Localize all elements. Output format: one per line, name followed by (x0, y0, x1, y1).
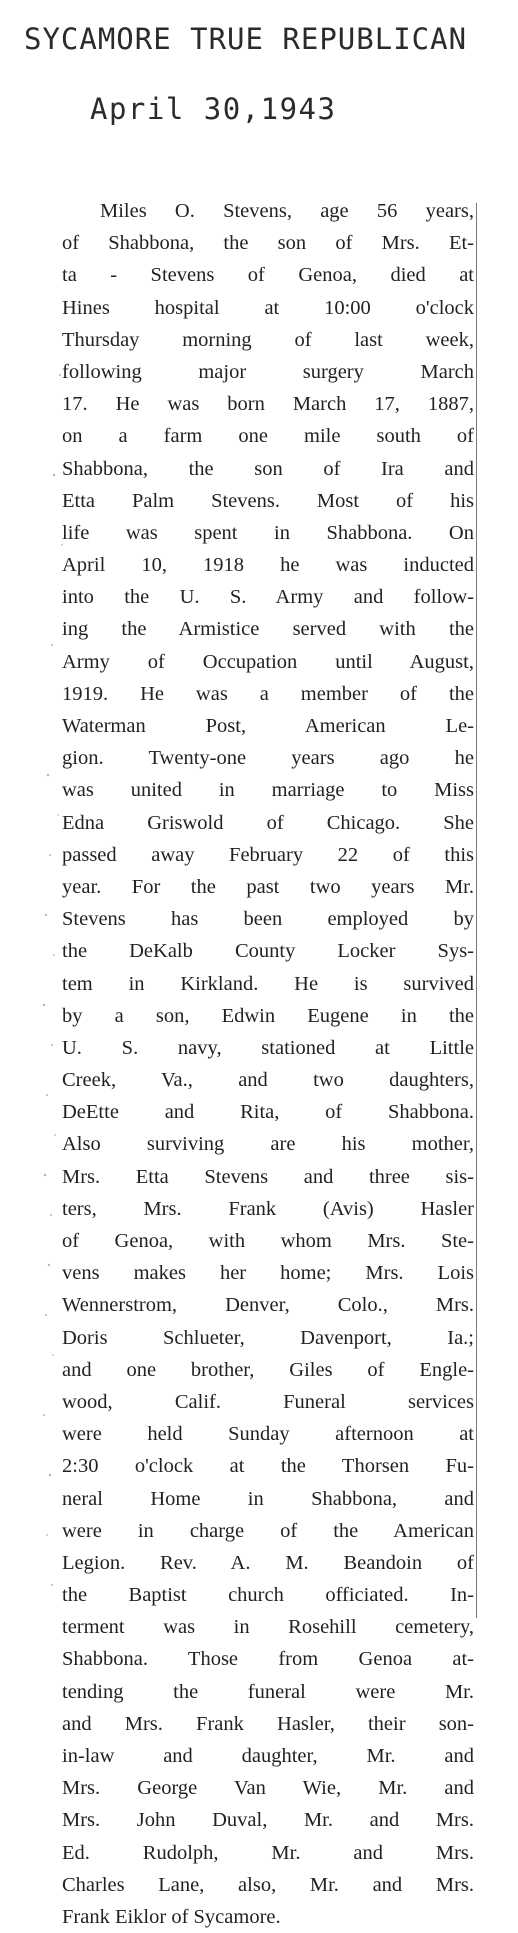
article-line: ta - Stevens of Genoa, died at (62, 264, 474, 287)
article-line: Hines hospital at 10:00 o'clock (62, 296, 474, 319)
article-line: wood, Calif. Funeral services (62, 1390, 474, 1413)
article-line: Thursday morning of last week, (62, 328, 474, 351)
article-line: 1919. He was a member of the (62, 682, 474, 705)
article-line: Doris Schlueter, Davenport, Ia.; (62, 1326, 474, 1349)
article-line: Waterman Post, American Le- (62, 715, 474, 737)
article-line: vens makes her home; Mrs. Lois (62, 1262, 474, 1285)
article-line: tending the funeral were Mr. (62, 1680, 474, 1703)
article-line: April 10, 1918 he was inducted (62, 554, 474, 577)
article-line: of Genoa, with whom Mrs. Ste- (62, 1230, 474, 1252)
article-line: gion. Twenty-one years ago he (62, 747, 474, 770)
article-line: passed away February 22 of this (62, 843, 474, 866)
article-line: into the U. S. Army and follow- (62, 586, 474, 609)
article-line: Legion. Rev. A. M. Beandoin of (62, 1551, 474, 1574)
article-line: Mrs. John Duval, Mr. and Mrs. (62, 1809, 474, 1832)
article-line: DeEtte and Rita, of Shabbona. (62, 1101, 474, 1124)
article-line: ters, Mrs. Frank (Avis) Hasler (62, 1197, 474, 1220)
article-line: and one brother, Giles of Engle- (62, 1358, 474, 1381)
article-line: Charles Lane, also, Mr. and Mrs. (62, 1873, 474, 1896)
article-line: on a farm one mile south of (62, 425, 474, 448)
article-line: year. For the past two years Mr. (62, 875, 474, 898)
article-line: Shabbona, the son of Ira and (62, 457, 474, 480)
article-line: Army of Occupation until August, (62, 650, 474, 673)
article-line: 17. He was born March 17, 1887, (62, 393, 474, 416)
article-line: U. S. navy, stationed at Little (62, 1036, 474, 1059)
article-line: were held Sunday afternoon at (62, 1423, 474, 1446)
clipping-right-edge (476, 203, 477, 1618)
newspaper-clipping (40, 195, 474, 1928)
article-line: ing the Armistice served with the (62, 618, 474, 641)
article-line: Edna Griswold of Chicago. She (62, 811, 474, 834)
article-line: were in charge of the American (62, 1519, 474, 1542)
obituary-article (62, 195, 474, 1933)
article-line: neral Home in Shabbona, and (62, 1487, 474, 1510)
article-line: 2:30 o'clock at the Thorsen Fu- (62, 1455, 474, 1478)
article-line: Shabbona. Those from Genoa at- (62, 1648, 474, 1671)
article-line: Mrs. George Van Wie, Mr. and (62, 1777, 474, 1800)
article-line: in-law and daughter, Mr. and (62, 1745, 474, 1767)
article-line: Miles O. Stevens, age 56 years, (100, 200, 474, 222)
article-line: was united in marriage to Miss (62, 779, 474, 802)
article-line: of Shabbona, the son of Mrs. Et- (62, 232, 474, 255)
article-line: following major surgery March (62, 360, 474, 383)
article-line: Ed. Rudolph, Mr. and Mrs. (62, 1841, 474, 1864)
newspaper-name: SYCAMORE TRUE REPUBLICAN (24, 22, 468, 56)
article-line: and Mrs. Frank Hasler, their son- (62, 1712, 474, 1735)
publication-date: April 30,1943 (90, 92, 337, 126)
article-line: Mrs. Etta Stevens and three sis- (62, 1165, 474, 1188)
article-line: the DeKalb County Locker Sys- (62, 940, 474, 963)
article-line: Etta Palm Stevens. Most of his (62, 489, 474, 512)
article-line: Stevens has been employed by (62, 908, 474, 931)
article-line: Also surviving are his mother, (62, 1133, 474, 1156)
article-line: life was spent in Shabbona. On (62, 521, 474, 544)
article-line: tem in Kirkland. He is survived (62, 972, 474, 995)
article-line: Wennerstrom, Denver, Colo., Mrs. (62, 1294, 474, 1317)
article-line: Frank Eiklor of Sycamore. (62, 1905, 281, 1928)
article-line: the Baptist church officiated. In- (62, 1584, 474, 1607)
article-line: by a son, Edwin Eugene in the (62, 1004, 474, 1027)
article-line: Creek, Va., and two daughters, (62, 1069, 474, 1092)
article-line: terment was in Rosehill cemetery, (62, 1616, 474, 1639)
